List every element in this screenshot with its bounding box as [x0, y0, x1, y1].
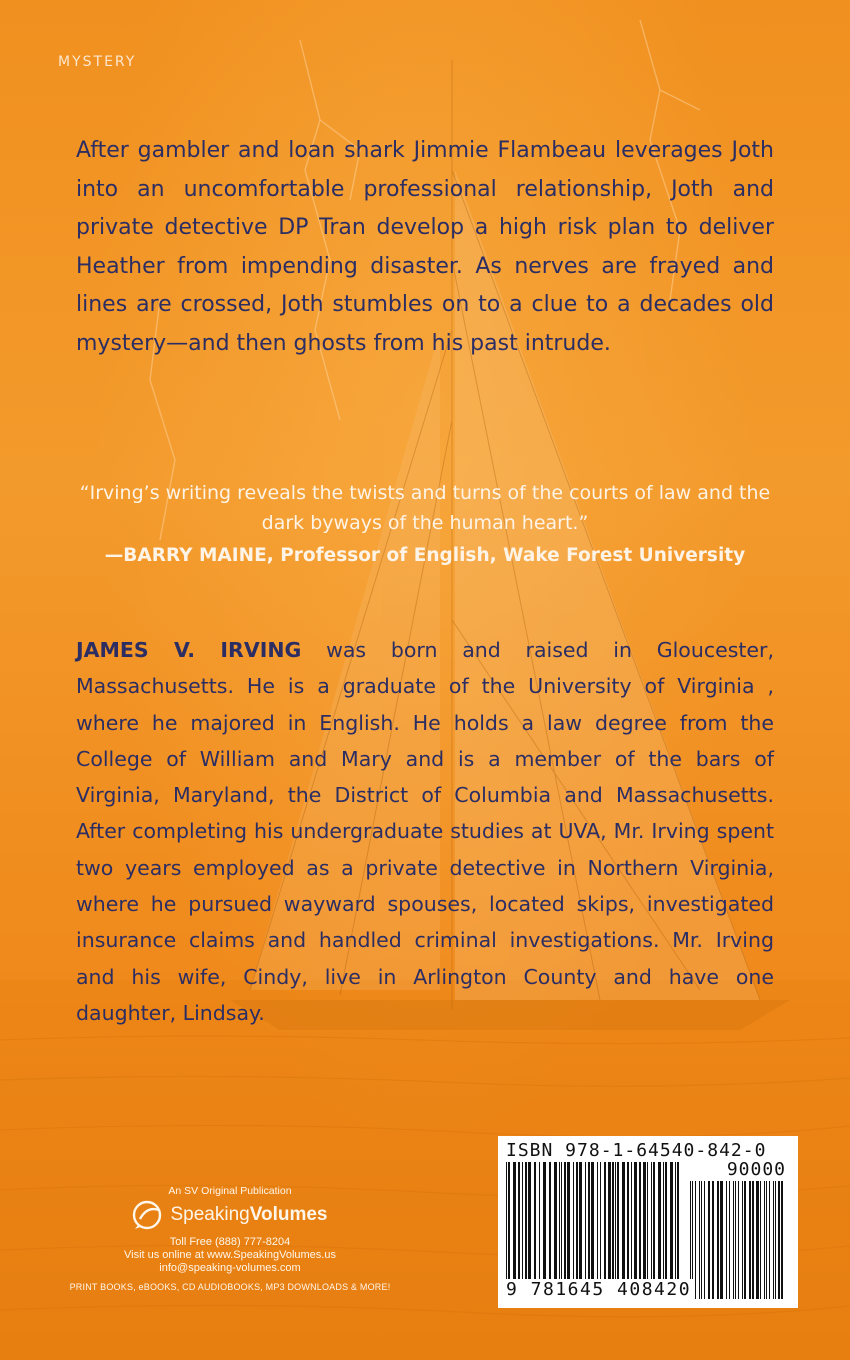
barcode-bar [600, 1162, 601, 1280]
barcode-bar [773, 1181, 774, 1299]
barcode-bar [752, 1181, 754, 1299]
barcode-bar [597, 1162, 598, 1280]
barcode-bar [717, 1181, 719, 1299]
barcode-bar [647, 1162, 648, 1280]
barcode-bar [567, 1162, 570, 1280]
barcode-bar [744, 1181, 746, 1299]
genre-label: MYSTERY [58, 54, 137, 70]
barcode-bar [769, 1181, 770, 1299]
barcode-bar [775, 1181, 776, 1299]
barcode-bar [708, 1181, 710, 1299]
barcode-bar [528, 1162, 531, 1280]
barcode-bar [612, 1162, 614, 1280]
isbn-barcode [498, 1136, 798, 1308]
barcode-bar [622, 1162, 625, 1280]
barcode-bar [561, 1162, 562, 1280]
barcode-bar [766, 1181, 767, 1299]
barcode-bar [695, 1181, 696, 1299]
barcode-bar [588, 1162, 590, 1280]
publisher-tagline: An SV Original Publication [168, 1185, 292, 1197]
barcode-bar [615, 1162, 616, 1280]
barcode-bar [726, 1181, 727, 1299]
speech-swoosh-icon [132, 1200, 166, 1230]
barcode-bar [735, 1181, 736, 1299]
barcode-bar [508, 1162, 510, 1280]
review-quote [70, 478, 780, 571]
logo-word-speaking: Speaking [170, 1204, 250, 1225]
barcode-bar [677, 1162, 679, 1280]
barcode-bar [749, 1181, 751, 1299]
barcode-bar [643, 1162, 646, 1280]
barcode-bar [549, 1162, 551, 1280]
barcode-bar [670, 1162, 673, 1280]
barcode-bar [699, 1181, 700, 1299]
barcode-bar [518, 1162, 520, 1280]
barcode-bar [720, 1181, 723, 1299]
barcode-bar [627, 1162, 629, 1280]
barcode-bar [543, 1162, 546, 1280]
barcode-bar [663, 1162, 664, 1280]
barcode-bar [704, 1181, 705, 1299]
publisher-email: info@speaking-volumes.com [159, 1262, 301, 1274]
barcode-bar [617, 1162, 619, 1280]
barcode-bar [513, 1162, 516, 1280]
barcode-bar [764, 1181, 765, 1299]
barcode-bar [729, 1181, 730, 1299]
barcode-bar [756, 1181, 759, 1299]
addon-barcode-bars [690, 1181, 786, 1299]
quote-text: “Irving’s writing reveals the twists and turns of the courts of law and the dark byways of the human heart.” [79, 482, 771, 534]
barcode-bar [585, 1162, 586, 1280]
barcode-bar [665, 1162, 667, 1280]
barcode-bar [634, 1162, 637, 1280]
barcode-bar [675, 1162, 676, 1280]
barcode-bar [539, 1162, 540, 1280]
logo-word-volumes: Volumes [249, 1204, 328, 1225]
publisher-block [40, 1185, 420, 1292]
barcode-bar [564, 1162, 566, 1280]
barcode-bar [631, 1162, 632, 1280]
barcode-bar [778, 1181, 780, 1299]
barcode-bar [559, 1162, 560, 1280]
quote-attribution: —BARRY MAINE, Professor of English, Wake Forest University [104, 545, 746, 566]
barcode-bar [608, 1162, 611, 1280]
price-code: 90000 [726, 1159, 786, 1180]
ean-digits: 9 781645 408420 [506, 1279, 692, 1300]
barcode-bar [760, 1181, 761, 1299]
publisher-formats: PRINT BOOKS, eBOOKS, CD AUDIOBOOKS, MP3 DOWNLOADS & MORE! [69, 1282, 391, 1292]
ean-barcode-bars [506, 1162, 684, 1280]
book-blurb [76, 132, 774, 363]
author-name: JAMES V. IRVING [76, 638, 302, 662]
publisher-website: Visit us online at www.SpeakingVolumes.us [124, 1249, 336, 1261]
barcode-bar [525, 1162, 527, 1280]
barcode-bar [738, 1181, 739, 1299]
author-bio [76, 632, 774, 1031]
barcode-bar [781, 1181, 783, 1299]
barcode-bar [522, 1162, 523, 1280]
barcode-bar [712, 1181, 714, 1299]
barcode-bar [579, 1162, 582, 1280]
barcode-bar [573, 1162, 574, 1280]
publisher-phone: Toll Free (888) 777-8204 [169, 1236, 291, 1248]
barcode-bar [701, 1181, 702, 1299]
bio-text: was born and raised in Gloucester, Massachusetts. He is a graduate of the University of Virginia , where he majored in English. He holds a law degree from the College of William and Mary and is a member of the bars of Virginia, Maryland, the District of Columbia and Massachusetts. After completing his undergraduate studies at UVA, Mr. Irving spent two years employed as a private detective in Northern Virginia, where he pursued wayward spouses, located skips, investigated insurance claims and handled criminal investigations. Mr. Irving and his wife, Cindy, live in Arlington County and have one daughter, Lindsay. [76, 638, 774, 1025]
barcode-bar [653, 1162, 655, 1280]
barcode-bar [576, 1162, 578, 1280]
barcode-bar [639, 1162, 641, 1280]
barcode-bar [534, 1162, 536, 1280]
barcode-bar [554, 1162, 557, 1280]
publisher-logo [40, 1200, 420, 1230]
barcode-bar [658, 1162, 661, 1280]
barcode-bar [733, 1181, 734, 1299]
barcode-bar [591, 1162, 594, 1280]
barcode-bar [604, 1162, 606, 1280]
barcode-bar [651, 1162, 652, 1280]
barcode-bar [742, 1181, 743, 1299]
isbn-label: ISBN 978-1-64540-842-0 [506, 1140, 767, 1161]
blurb-text: After gambler and loan shark Jimmie Flambeau leverages Joth into an uncomfortable professional relationship, Joth and private detective DP Tran develop a high risk plan to deliver Heather from impending disaster. As nerves are frayed and lines are crossed, Joth stumbles on to a clue to a decades old mystery—and then ghosts from his past intrude. [76, 138, 774, 356]
barcode-bar [506, 1162, 507, 1280]
